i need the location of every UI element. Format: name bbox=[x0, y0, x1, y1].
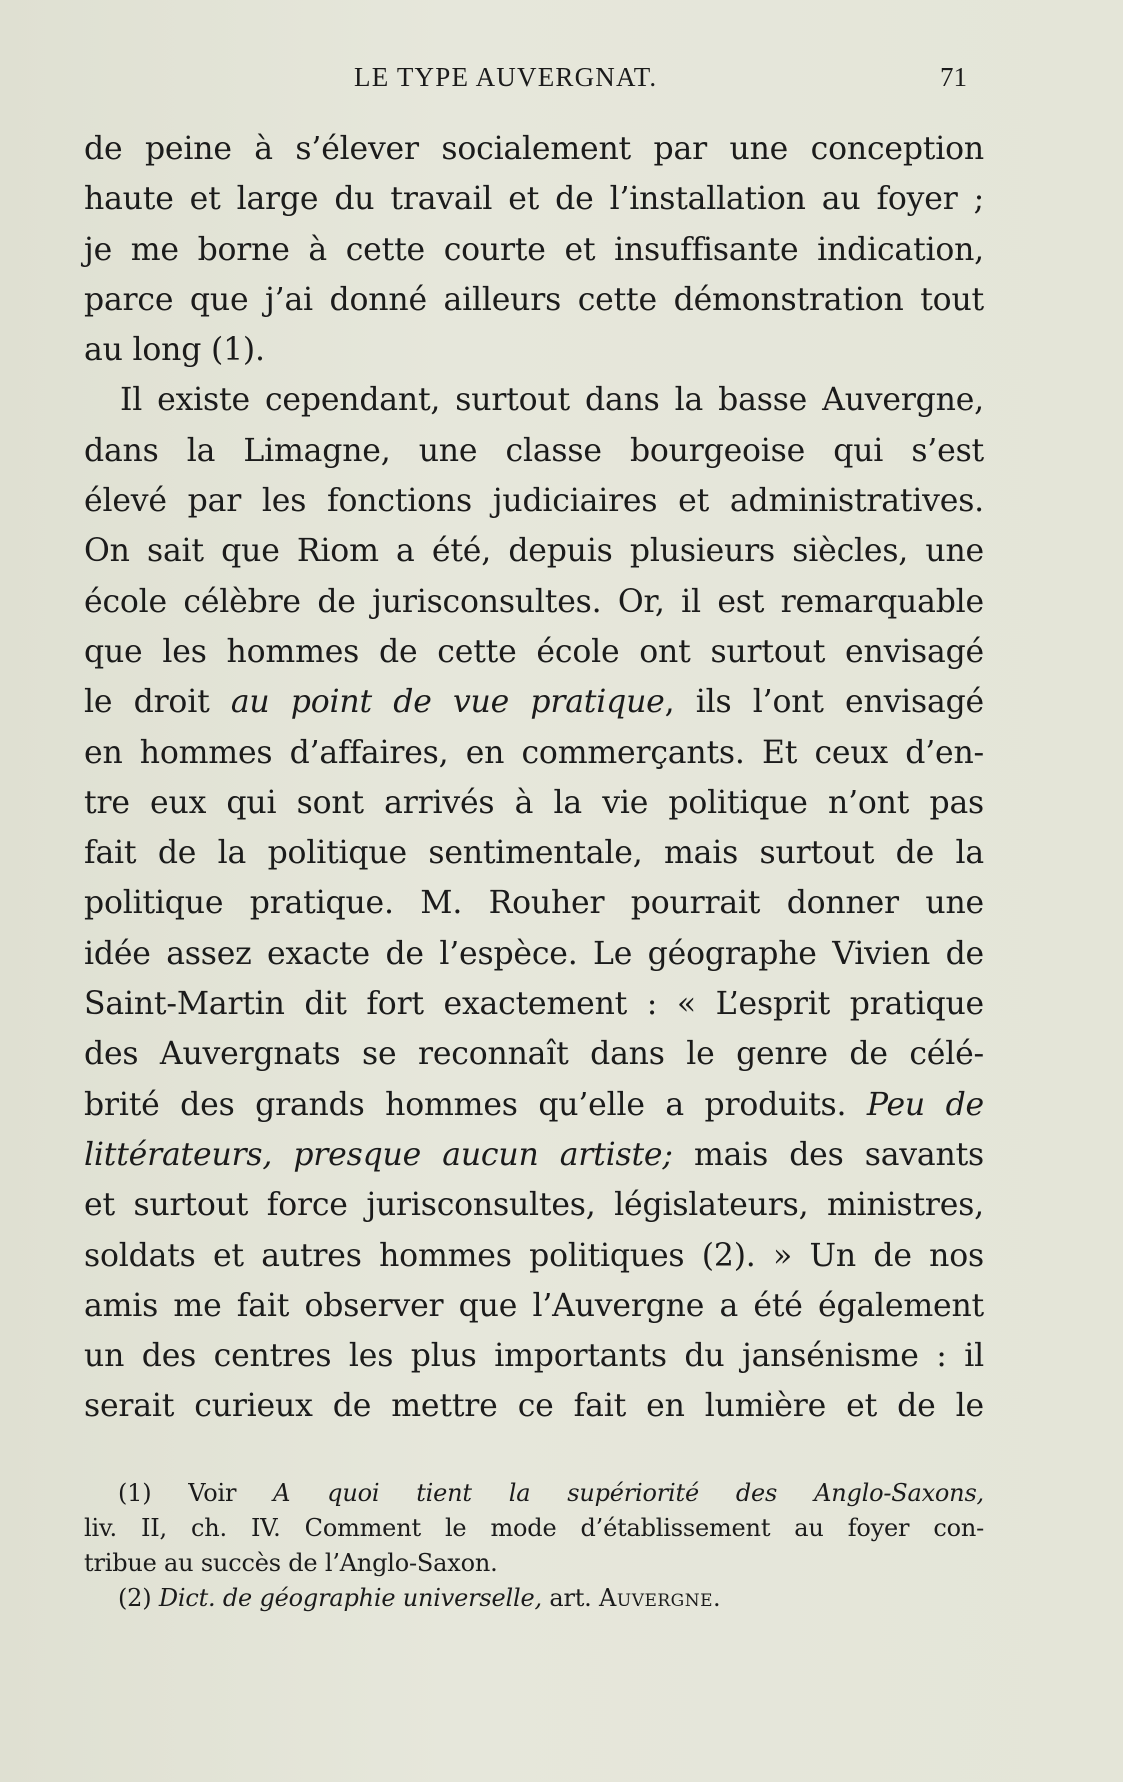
page-number: 71 bbox=[940, 62, 967, 92]
page-header bbox=[84, 58, 984, 98]
italic-text: littérateurs, presque aucun artiste; bbox=[84, 1136, 673, 1173]
italic-text: A quoi tient la supériorité des Anglo-Saxons, bbox=[273, 1479, 984, 1507]
text-line: école célèbre de jurisconsultes. Or, il est remarquable bbox=[84, 583, 984, 620]
text-line bbox=[84, 1080, 984, 1130]
text-line: en hommes d’affaires, en commerçants. Et ceux d’en- bbox=[84, 734, 984, 771]
text-run: le droit bbox=[84, 684, 231, 721]
footnote-1-line: tribue au succès de l’Anglo-Saxon. bbox=[84, 1549, 498, 1577]
text-run: brité des grands hommes qu’elle a produits. bbox=[84, 1086, 867, 1123]
footnotes bbox=[84, 1476, 984, 1616]
text-line: haute et large du travail et de l’installation au foyer ; bbox=[84, 181, 984, 218]
text-line: et surtout force jurisconsultes, législateurs, ministres, bbox=[84, 1187, 984, 1224]
text-line: serait curieux de mettre ce fait en lumière et de le bbox=[84, 1388, 984, 1425]
text-run: mais des savants bbox=[672, 1136, 984, 1173]
text-run: (1) Voir bbox=[118, 1479, 274, 1507]
text-line: politique pratique. M. Rouher pourrait donner une bbox=[84, 885, 984, 922]
body-text bbox=[84, 124, 984, 1432]
text-line: un des centres les plus importants du jansénisme : il bbox=[84, 1338, 984, 1375]
text-line: des Auvergnats se reconnaît dans le genre de célé- bbox=[84, 1036, 984, 1073]
text-run: art. bbox=[541, 1584, 600, 1612]
footnote-1-line bbox=[84, 1476, 984, 1511]
italic-text: au point de vue pratique bbox=[230, 684, 665, 721]
text-line: dans la Limagne, une classe bourgeoise qui s’est bbox=[84, 432, 984, 469]
text-run: , ils l’ont envisagé bbox=[664, 684, 984, 721]
text-line: parce que j’ai donné ailleurs cette démonstration tout bbox=[84, 281, 984, 318]
text-line: Saint-Martin dit fort exactement : « L’esprit pratique bbox=[84, 986, 984, 1023]
text-line bbox=[84, 677, 984, 727]
text-line: Il existe cependant, surtout dans la basse Auvergne, bbox=[120, 382, 984, 419]
text-line: idée assez exacte de l’espèce. Le géographe Vivien de bbox=[84, 935, 984, 972]
running-title: LE TYPE AUVERGNAT. bbox=[354, 62, 658, 92]
italic-text: Dict. de géographie universelle, bbox=[158, 1584, 542, 1612]
text-line: au long (1). bbox=[84, 332, 265, 369]
text-line bbox=[84, 1130, 984, 1180]
text-line: de peine à s’élever socialement par une conception bbox=[84, 131, 984, 167]
text-line: élevé par les fonctions judiciaires et administratives. bbox=[84, 483, 984, 520]
footnote-2 bbox=[84, 1581, 984, 1616]
small-caps-text: Auvergne. bbox=[599, 1584, 722, 1612]
text-line: fait de la politique sentimentale, mais surtout de la bbox=[84, 835, 984, 872]
text-run: (2) bbox=[118, 1584, 159, 1612]
italic-text: Peu de bbox=[866, 1086, 984, 1123]
text-line: je me borne à cette courte et insuffisante indication, bbox=[84, 231, 984, 268]
text-line: tre eux qui sont arrivés à la vie politique n’ont pas bbox=[84, 784, 984, 821]
text-line: On sait que Riom a été, depuis plusieurs siècles, une bbox=[84, 533, 984, 570]
footnote-1-line: liv. II, ch. IV. Comment le mode d’établissement au foyer con- bbox=[84, 1514, 984, 1542]
text-line: amis me fait observer que l’Auvergne a été également bbox=[84, 1287, 984, 1324]
text-line: que les hommes de cette école ont surtout envisagé bbox=[84, 633, 984, 670]
text-line: soldats et autres hommes politiques (2). » Un de nos bbox=[84, 1237, 984, 1274]
